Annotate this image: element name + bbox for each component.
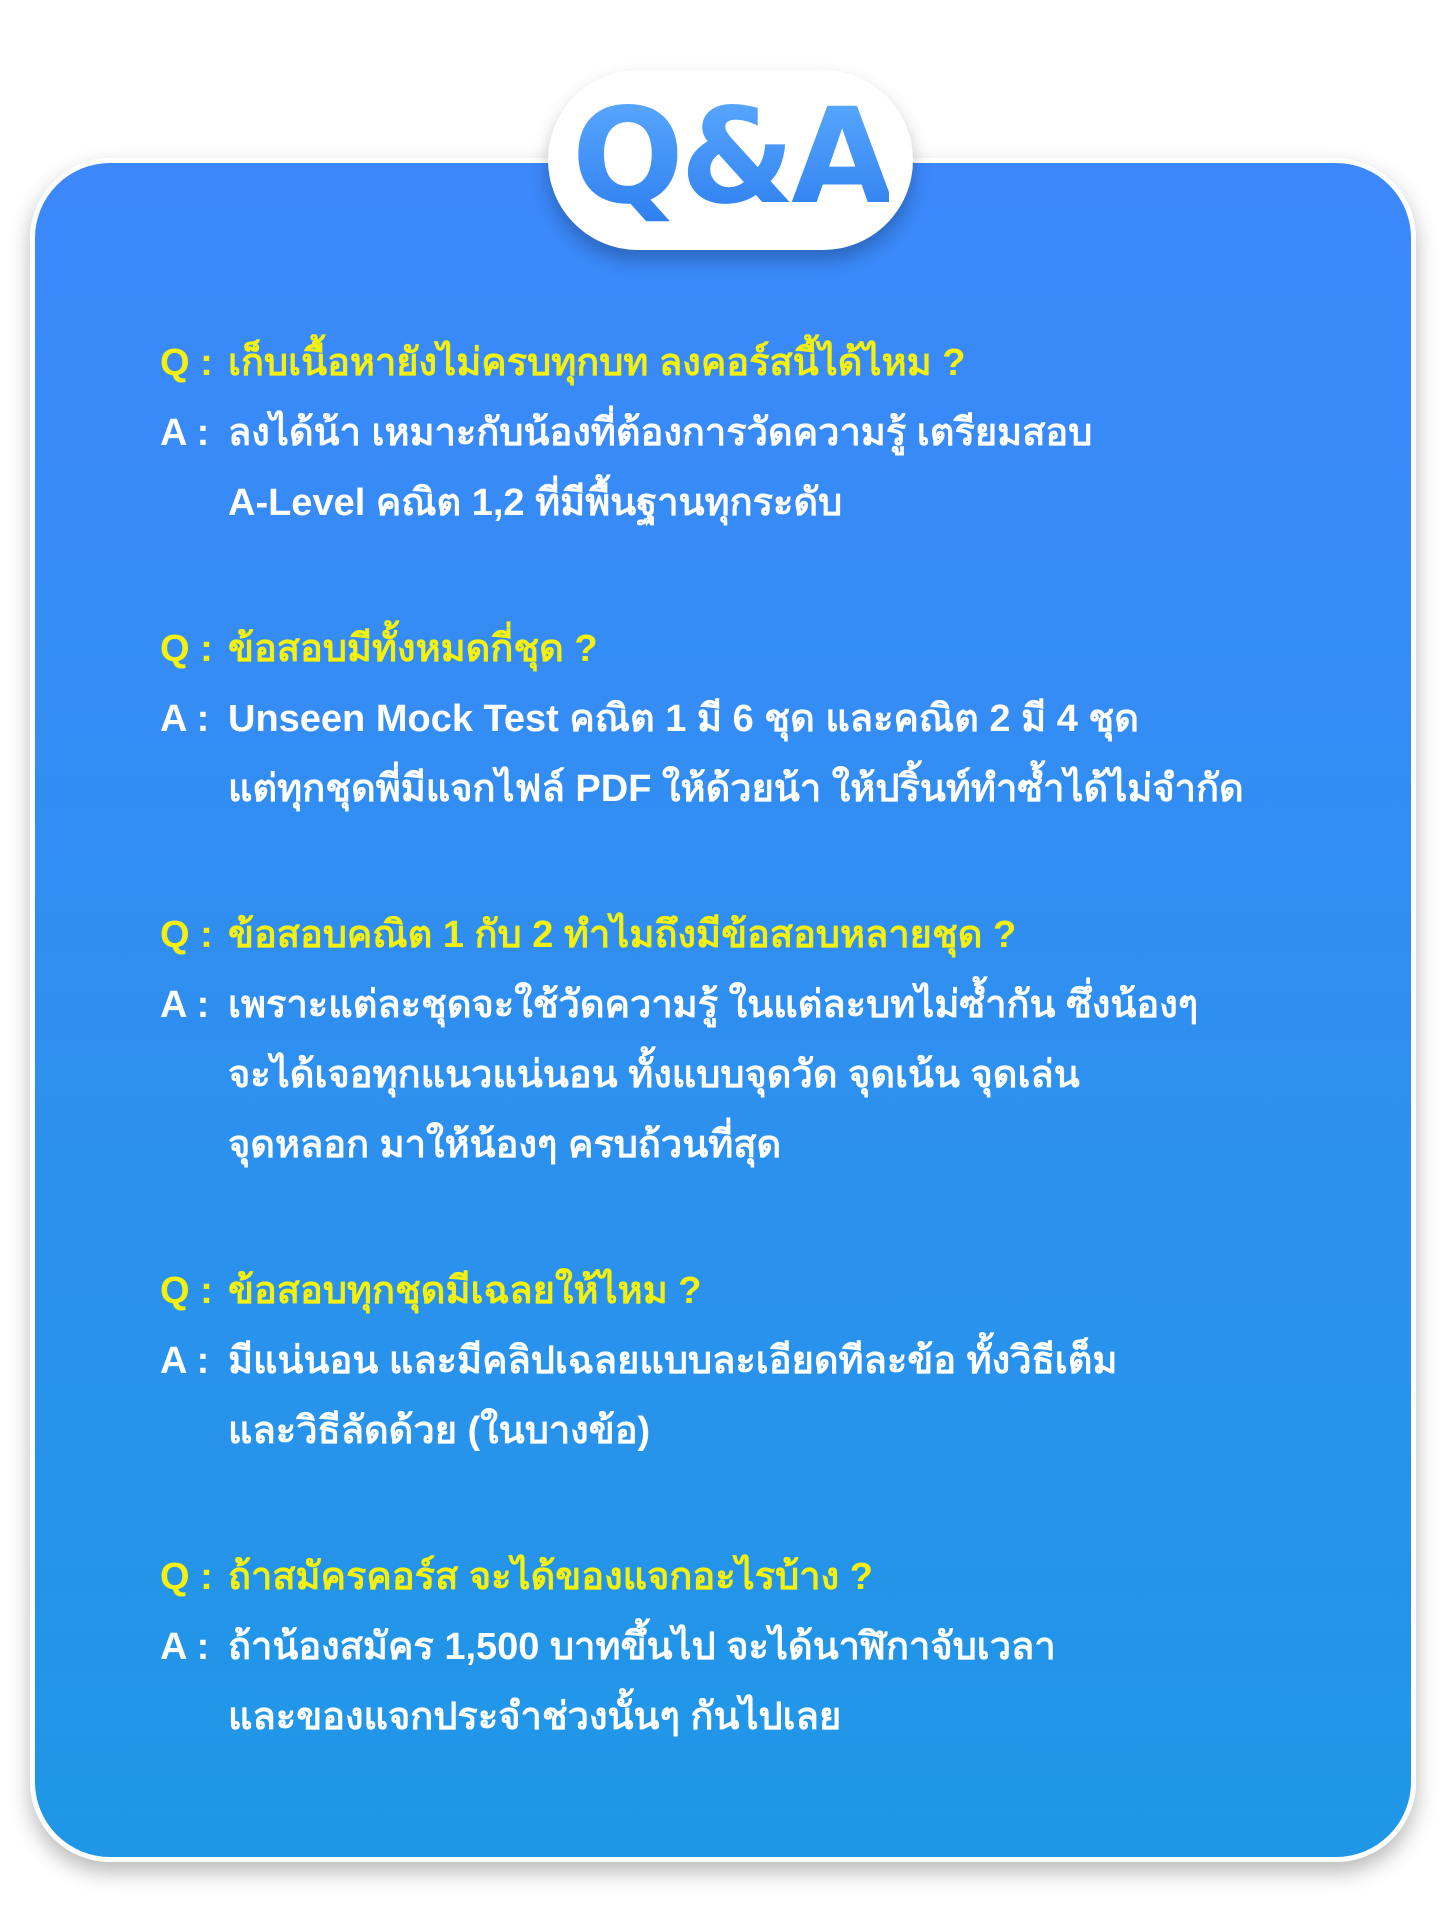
qa-item bbox=[160, 1542, 1400, 1752]
question-line bbox=[160, 900, 1400, 970]
question-line bbox=[160, 1542, 1400, 1612]
answer-text: Unseen Mock Test คณิต 1 มี 6 ชุด และคณิต 2 มี 4 ชุด bbox=[228, 698, 1139, 740]
answer-line bbox=[160, 1326, 1400, 1396]
answer-text: มีแน่นอน และมีคลิปเฉลยแบบละเอียดทีละข้อ ทั้งวิธีเต็ม bbox=[228, 1340, 1118, 1382]
answer-line bbox=[160, 970, 1400, 1040]
question-line bbox=[160, 614, 1400, 684]
answer-text-continued: จะได้เจอทุกแนวแน่นอน ทั้งแบบจุดวัด จุดเน้น จุดเล่น bbox=[228, 1054, 1080, 1096]
answer-prefix: A : bbox=[160, 698, 210, 740]
question-prefix: Q : bbox=[160, 914, 213, 956]
answer-line bbox=[160, 398, 1400, 468]
answer-prefix: A : bbox=[160, 412, 210, 454]
question-prefix: Q : bbox=[160, 1270, 213, 1312]
question-prefix: Q : bbox=[160, 342, 213, 384]
question-prefix: Q : bbox=[160, 1556, 213, 1598]
qa-list bbox=[160, 328, 1400, 1828]
qa-item bbox=[160, 614, 1400, 824]
page-title: Q&A bbox=[571, 80, 890, 234]
answer-line bbox=[160, 684, 1400, 754]
answer-text: ถ้าน้องสมัคร 1,500 บาทขึ้นไป จะได้นาฬิกาจับเวลา bbox=[228, 1626, 1056, 1668]
answer-text-continued: และของแจกประจำช่วงนั้นๆ กันไปเลย bbox=[228, 1696, 842, 1738]
qa-item bbox=[160, 1256, 1400, 1466]
answer-line bbox=[160, 1612, 1400, 1682]
answer-text: ลงได้น้า เหมาะกับน้องที่ต้องการวัดความรู้ เตรียมสอบ bbox=[228, 412, 1093, 454]
answer-text: เพราะแต่ละชุดจะใช้วัดความรู้ ในแต่ละบทไม่ซ้ำกัน ซึ่งน้องๆ bbox=[228, 984, 1199, 1026]
answer-prefix: A : bbox=[160, 984, 210, 1026]
answer-text-continued: A-Level คณิต 1,2 ที่มีพื้นฐานทุกระดับ bbox=[228, 482, 843, 524]
question-text: ถ้าสมัครคอร์ส จะได้ของแจกอะไรบ้าง ? bbox=[228, 1556, 873, 1598]
question-line bbox=[160, 1256, 1400, 1326]
answer-text-continued: และวิธีลัดด้วย (ในบางข้อ) bbox=[228, 1410, 651, 1452]
answer-text-continued: จุดหลอก มาให้น้องๆ ครบถ้วนที่สุด bbox=[228, 1124, 782, 1166]
question-line bbox=[160, 328, 1400, 398]
answer-text-continued: แต่ทุกชุดพี่มีแจกไฟล์ PDF ให้ด้วยน้า ให้ปริ้นท์ทำซ้ำได้ไม่จำกัด bbox=[228, 768, 1244, 810]
question-text: ข้อสอบทุกชุดมีเฉลยให้ไหม ? bbox=[228, 1270, 702, 1312]
answer-prefix: A : bbox=[160, 1626, 210, 1668]
qa-item bbox=[160, 900, 1400, 1180]
question-text: เก็บเนื้อหายังไม่ครบทุกบท ลงคอร์สนี้ได้ไหม ? bbox=[228, 342, 966, 384]
question-prefix: Q : bbox=[160, 628, 213, 670]
answer-prefix: A : bbox=[160, 1340, 210, 1382]
title-badge bbox=[548, 70, 913, 250]
question-text: ข้อสอบมีทั้งหมดกี่ชุด ? bbox=[228, 628, 598, 670]
qa-item bbox=[160, 328, 1400, 538]
question-text: ข้อสอบคณิต 1 กับ 2 ทำไมถึงมีข้อสอบหลายชุด ? bbox=[228, 914, 1017, 956]
